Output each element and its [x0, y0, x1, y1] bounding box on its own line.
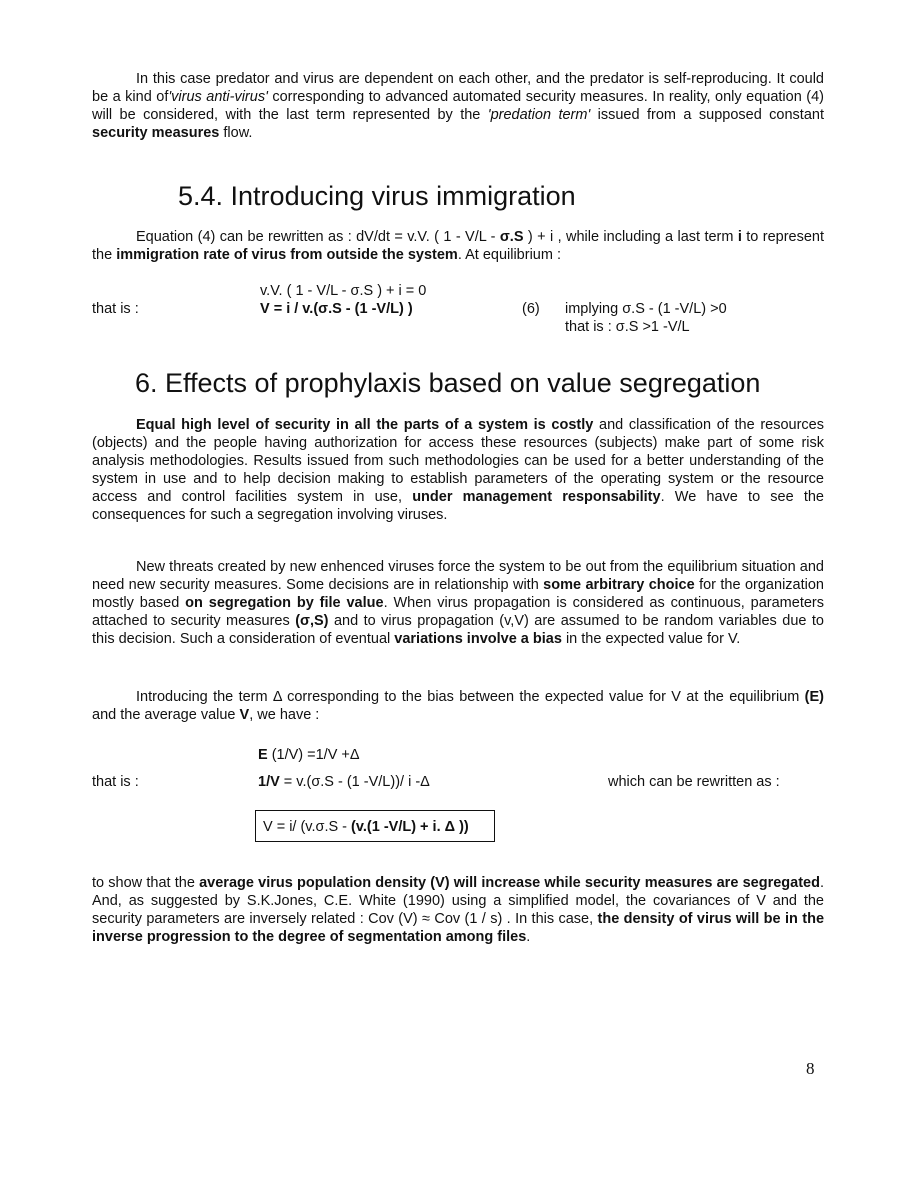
- conclusion-paragraph: to show that the average virus population density (V) will increase while security measures are segregated. And, as suggested by S.K.Jones, C.E. White (1990) using a simplified model, the covariances of V and the security parameters are inversely related : Cov (V) ≈ Cov (1 / s) . In this case, the density of virus will be in the inverse progression to the degree of segmentation among files.: [92, 875, 825, 945]
- segregation-paragraph-1: Equal high level of security in all the parts of a system is costly and classification of the resources (objects) and the people having authorization for access these resources (subjects) make part of some risk analysis methodologies. Results issued from such methodologies can be used for a better understanding of the system in use and to help decision making to establish parameters of the operating system or the resource access and control facilities system in use, under management responsability. We have to see the consequences for such a segregation involving viruses.: [92, 417, 825, 523]
- intro-paragraph: In this case predator and virus are dependent on each other, and the predator is self-reproducing. It could be a kind of'virus anti-virus' corresponding to advanced automated security measures. In reality, only equation (4) will be considered, with the last term represented by the 'predation term' issued from a supposed constant security measures flow.: [92, 71, 824, 141]
- implying-condition: implying σ.S - (1 -V/L) >0: [565, 301, 727, 317]
- section-heading-5-4: 5.4. Introducing virus immigration: [178, 181, 576, 211]
- equation-6: V = i / v.(σ.S - (1 -V/L) ): [260, 301, 413, 317]
- rewritten-label: which can be rewritten as :: [608, 774, 780, 790]
- implying-condition-simplified: that is : σ.S >1 -V/L: [565, 319, 690, 335]
- equilibrium-equation: v.V. ( 1 - V/L - σ.S ) + i = 0: [260, 283, 427, 299]
- immigration-paragraph: Equation (4) can be rewritten as : dV/dt = v.V. ( 1 - V/L - σ.S ) + i , while including a last term i to represent the immigration rate of virus from outside the system. At equilibrium :: [92, 229, 824, 263]
- boxed-result-equation: V = i/ (v.σ.S - (v.(1 -V/L) + i. Δ )): [255, 810, 495, 842]
- segregation-paragraph-2: New threats created by new enhenced viruses force the system to be out from the equilibrium situation and need new security measures. Some decisions are in relationship with some arbitrary choice for the organization mostly based on segregation by file value. When virus propagation is considered as continuous, parameters attached to security measures (σ,S) and to virus propagation (v,V) are assumed to be random variables due to this decision. Such a consideration of eventual variations involve a bias in the expected value for V.: [92, 559, 824, 647]
- page-number: 8: [806, 1059, 815, 1078]
- bias-paragraph: Introducing the term Δ corresponding to the bias between the expected value for V at the equilibrium (E) and the average value V, we have :: [92, 689, 824, 723]
- that-is-label-2: that is :: [92, 774, 139, 790]
- inverse-density-equation: 1/V = v.(σ.S - (1 -V/L))/ i -Δ: [258, 774, 430, 790]
- expected-value-equation: E (1/V) =1/V +Δ: [258, 747, 360, 763]
- equation-number: (6): [522, 301, 540, 317]
- section-heading-6: 6. Effects of prophylaxis based on value segregation: [135, 368, 761, 398]
- that-is-label: that is :: [92, 301, 139, 317]
